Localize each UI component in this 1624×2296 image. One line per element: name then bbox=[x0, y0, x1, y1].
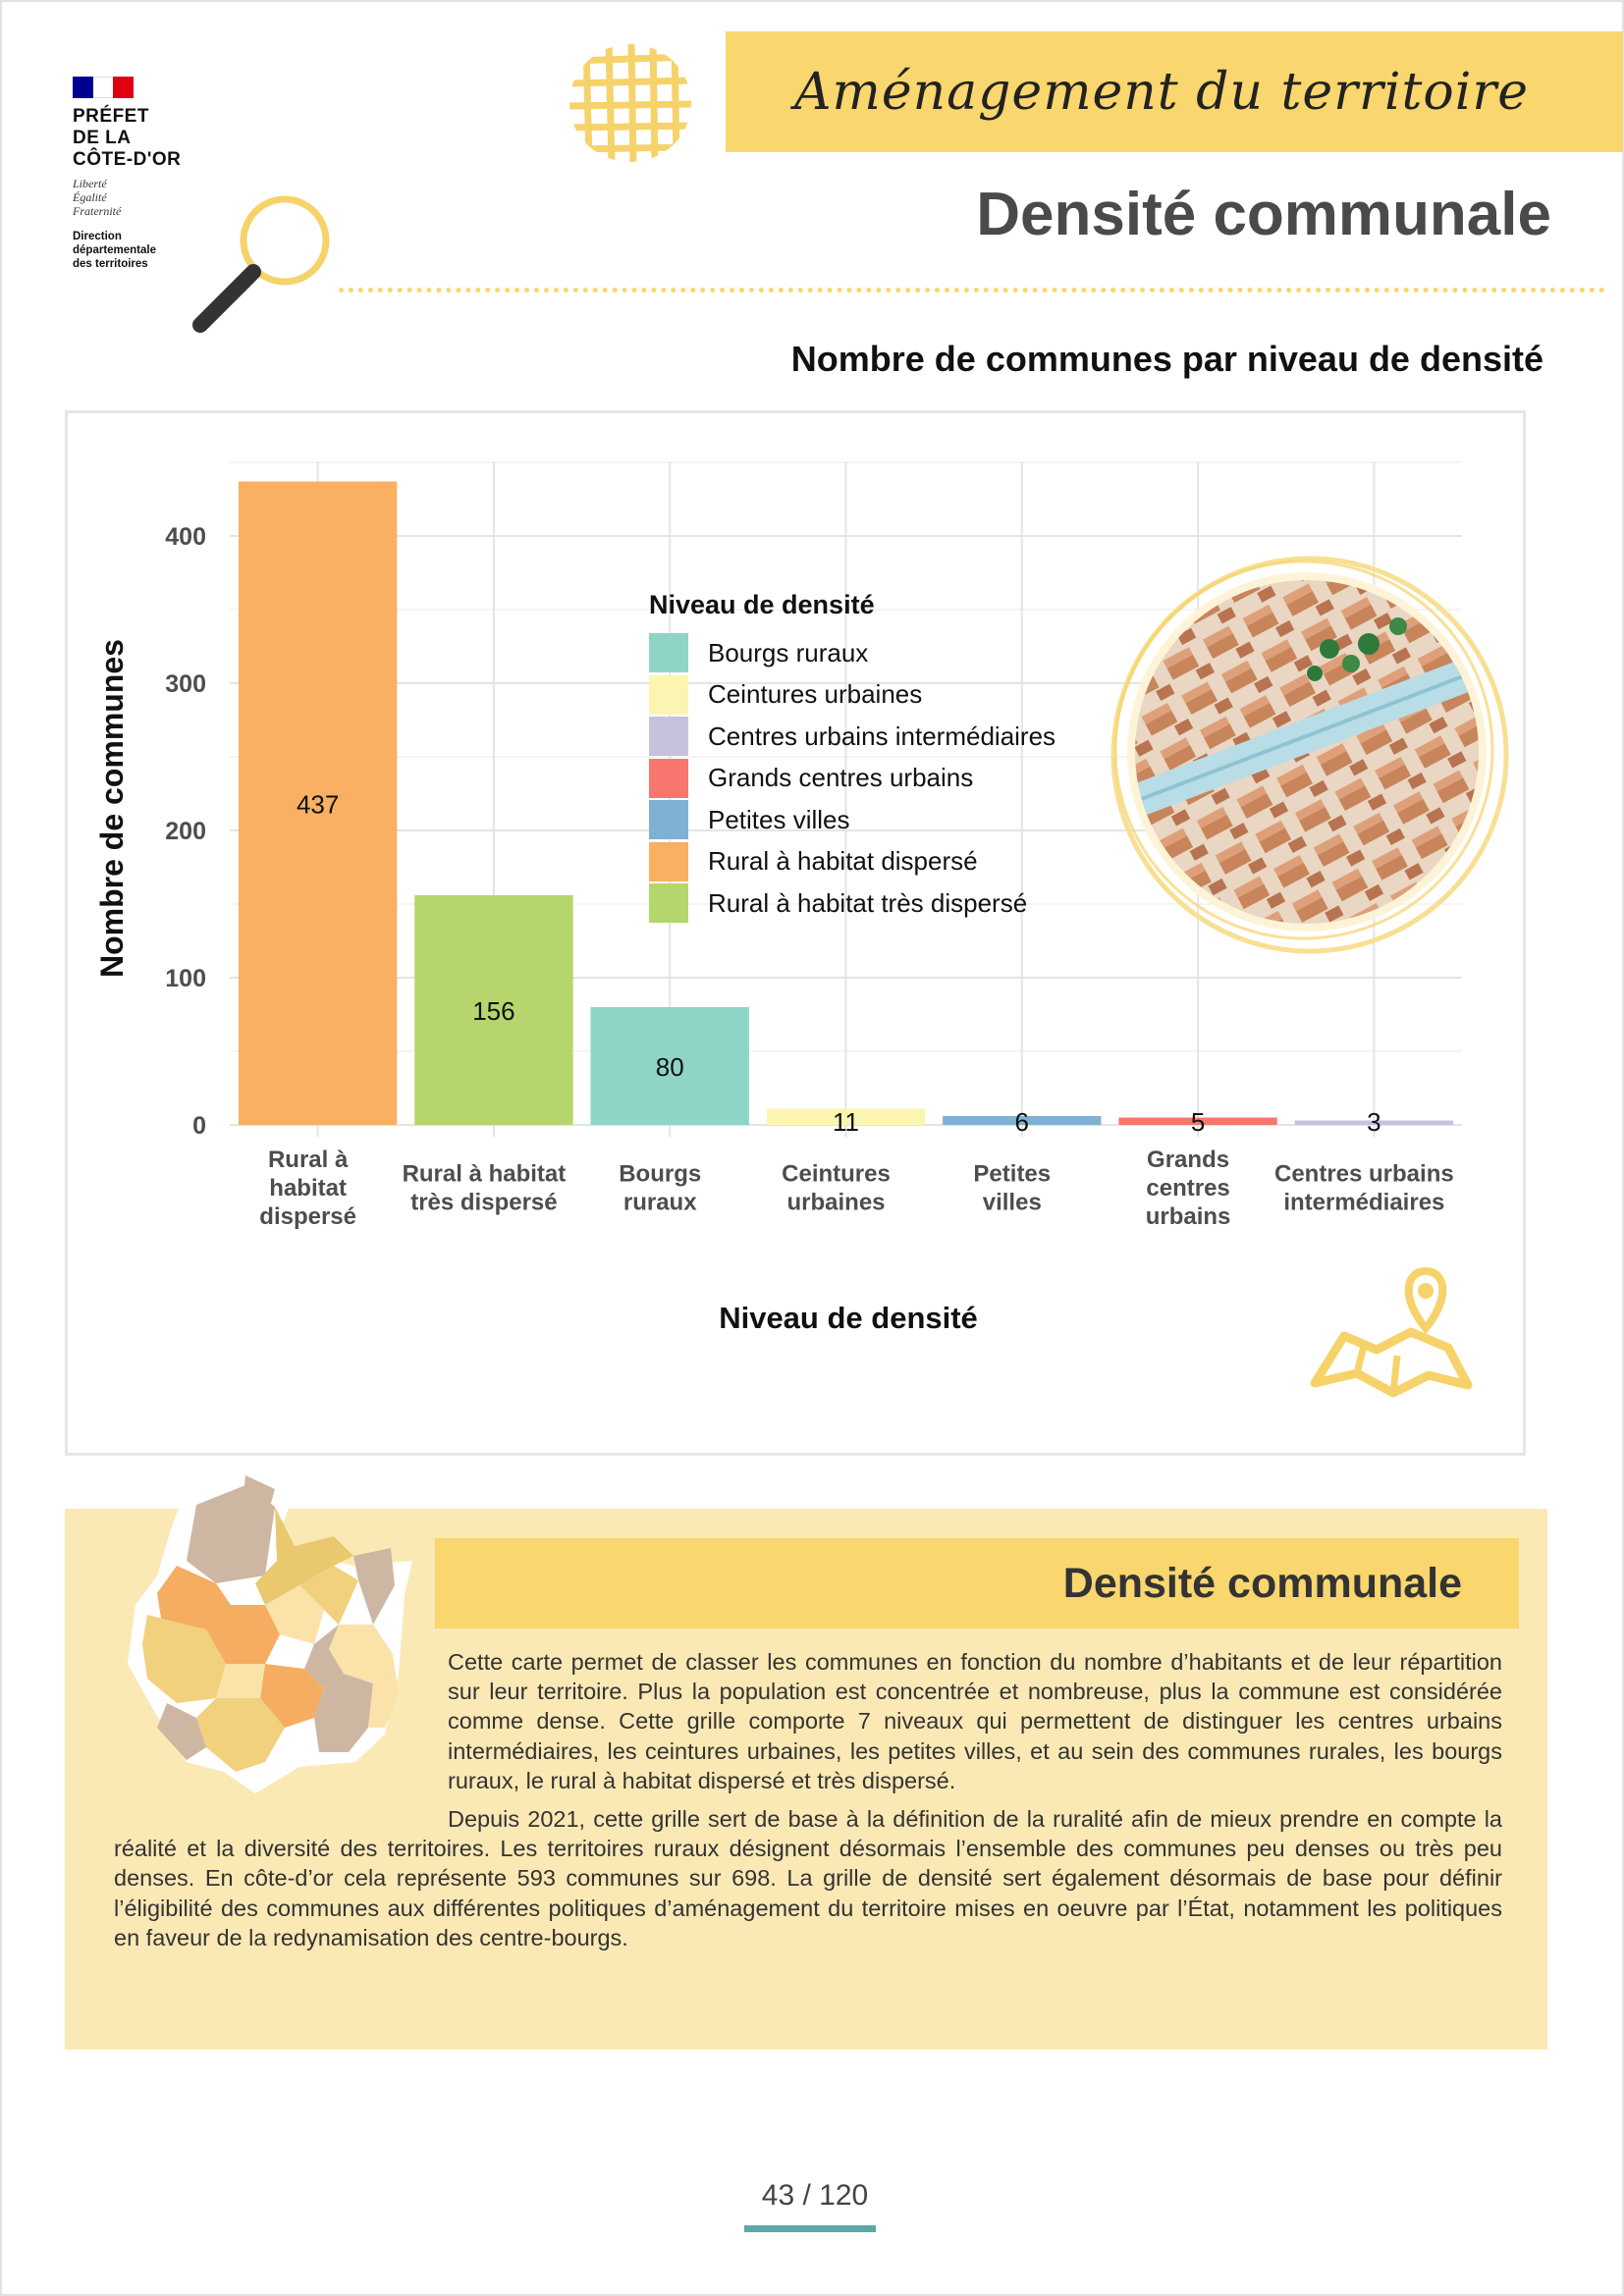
data-label: 5 bbox=[1190, 1107, 1206, 1137]
legend-title: Niveau de densité bbox=[649, 590, 875, 619]
chart-legend bbox=[649, 590, 1056, 925]
x-tick-label: urbaines bbox=[786, 1189, 886, 1216]
legend-item bbox=[649, 758, 1056, 800]
city-photo bbox=[1104, 556, 1516, 973]
y-tick-label: 100 bbox=[165, 965, 206, 992]
legend-label: Ceintures urbaines bbox=[708, 679, 923, 710]
x-tick-label: centres bbox=[1146, 1175, 1230, 1201]
page-title: Densité communale bbox=[976, 181, 1551, 248]
logo-motto: Liberté Égalité Fraternité bbox=[73, 177, 122, 218]
data-label: 156 bbox=[472, 996, 515, 1026]
legend-label: Grands centres urbains bbox=[708, 763, 974, 793]
data-label: 3 bbox=[1367, 1107, 1381, 1137]
data-label: 11 bbox=[833, 1107, 859, 1137]
legend-item bbox=[649, 882, 1056, 925]
page-number-underline bbox=[744, 2225, 876, 2232]
y-tick-label: 200 bbox=[165, 818, 206, 845]
x-tick-label: Bourgs bbox=[619, 1160, 702, 1188]
map-pin-icon bbox=[1303, 1267, 1480, 1405]
department-map bbox=[128, 1468, 422, 1806]
legend-label: Rural à habitat dispersé bbox=[708, 846, 978, 877]
legend-item bbox=[649, 632, 1056, 674]
x-axis-title: Niveau de densité bbox=[719, 1301, 978, 1335]
legend-item bbox=[649, 716, 1056, 758]
x-tick-label: villes bbox=[982, 1189, 1042, 1216]
data-label: 437 bbox=[296, 789, 340, 820]
legend-swatch bbox=[649, 675, 688, 715]
logo-text: PRÉFET DE LA CÔTE-D'OR bbox=[73, 106, 182, 170]
x-tick-label: dispersé bbox=[259, 1203, 357, 1230]
legend-swatch bbox=[649, 717, 688, 756]
x-tick-label: urbains bbox=[1145, 1203, 1231, 1230]
legend-swatch bbox=[649, 633, 688, 672]
x-tick-label: très dispersé bbox=[410, 1189, 558, 1216]
legend-swatch bbox=[649, 800, 688, 839]
legend-label: Bourgs ruraux bbox=[708, 637, 869, 667]
legend-swatch bbox=[649, 842, 688, 881]
data-label: 6 bbox=[1014, 1107, 1030, 1137]
data-label: 80 bbox=[655, 1052, 684, 1082]
info-paragraph-1: Cette carte permet de classer les communes en fonction du nombre d’habitants et de leur répartition sur leur territoire. Plus la population est concentrée et nombreuse, plus la commune est considérée comme dense. Cette grille comporte 7 niveaux qui permettent de distinguer les centres urbains intermédiaires, les ceintures urbaines, les petites villes, et au sein des communes rurales, les bourgs ruraux, le rural à habitat dispersé et très dispersé. bbox=[448, 1649, 1502, 1793]
legend-label: Petites villes bbox=[708, 804, 850, 834]
dotted-divider bbox=[339, 288, 1605, 293]
legend-label: Centres urbains intermédiaires bbox=[708, 721, 1056, 751]
banner-title: Aménagement du territoire bbox=[794, 62, 1529, 122]
x-tick-label: Rural à habitat bbox=[402, 1160, 567, 1188]
x-tick-label: Rural à bbox=[267, 1147, 349, 1173]
legend-item bbox=[649, 799, 1056, 841]
x-tick-label: Centres urbains bbox=[1273, 1160, 1454, 1188]
y-tick-label: 400 bbox=[165, 523, 206, 551]
x-tick-label: Grands bbox=[1147, 1147, 1230, 1173]
chart-container bbox=[65, 410, 1526, 1456]
legend-label: Rural à habitat très dispersé bbox=[708, 887, 1028, 918]
y-tick-label: 0 bbox=[192, 1112, 206, 1140]
page-number: 43 / 120 bbox=[761, 2179, 869, 2212]
chart-title: Nombre de communes par niveau de densité bbox=[790, 339, 1543, 379]
legend-item bbox=[649, 674, 1056, 717]
logo-direction: Direction départementale des territoires bbox=[73, 231, 157, 270]
magnifier-icon bbox=[187, 191, 344, 339]
y-tick-label: 300 bbox=[165, 670, 206, 698]
legend-swatch bbox=[649, 759, 688, 798]
grid-pattern-icon bbox=[565, 39, 697, 167]
info-paragraph-2: Depuis 2021, cette grille sert de base à la définition de la ruralité afin de mieux prendre en compte la réalité et la diversité des territoires. Les territoires ruraux désignent désormais l’ensemble des communes peu denses ou très peu denses. En côte-d’or cela représente 593 communes sur 698. La grille de densité sert également désormais de base pour définir l’éligibilité des communes aux différentes politiques d’aménagement du territoire mises en oeuvre par l’État, notamment les politiques en faveur de la redynamisation des centre-bourgs. bbox=[114, 1806, 1502, 1950]
x-tick-label: Petites bbox=[973, 1160, 1052, 1188]
info-header bbox=[435, 1538, 1519, 1629]
legend-item bbox=[649, 841, 1056, 883]
y-axis-title: Nombre de communes bbox=[94, 639, 130, 978]
french-flag-icon bbox=[73, 77, 134, 98]
legend-swatch bbox=[649, 883, 688, 923]
x-tick-label: intermédiaires bbox=[1283, 1189, 1445, 1216]
x-tick-label: Ceintures bbox=[782, 1160, 891, 1188]
x-tick-label: habitat bbox=[269, 1175, 347, 1201]
x-tick-label: ruraux bbox=[623, 1189, 697, 1216]
section-banner bbox=[726, 31, 1623, 152]
info-title: Densité communale bbox=[1062, 1559, 1462, 1607]
